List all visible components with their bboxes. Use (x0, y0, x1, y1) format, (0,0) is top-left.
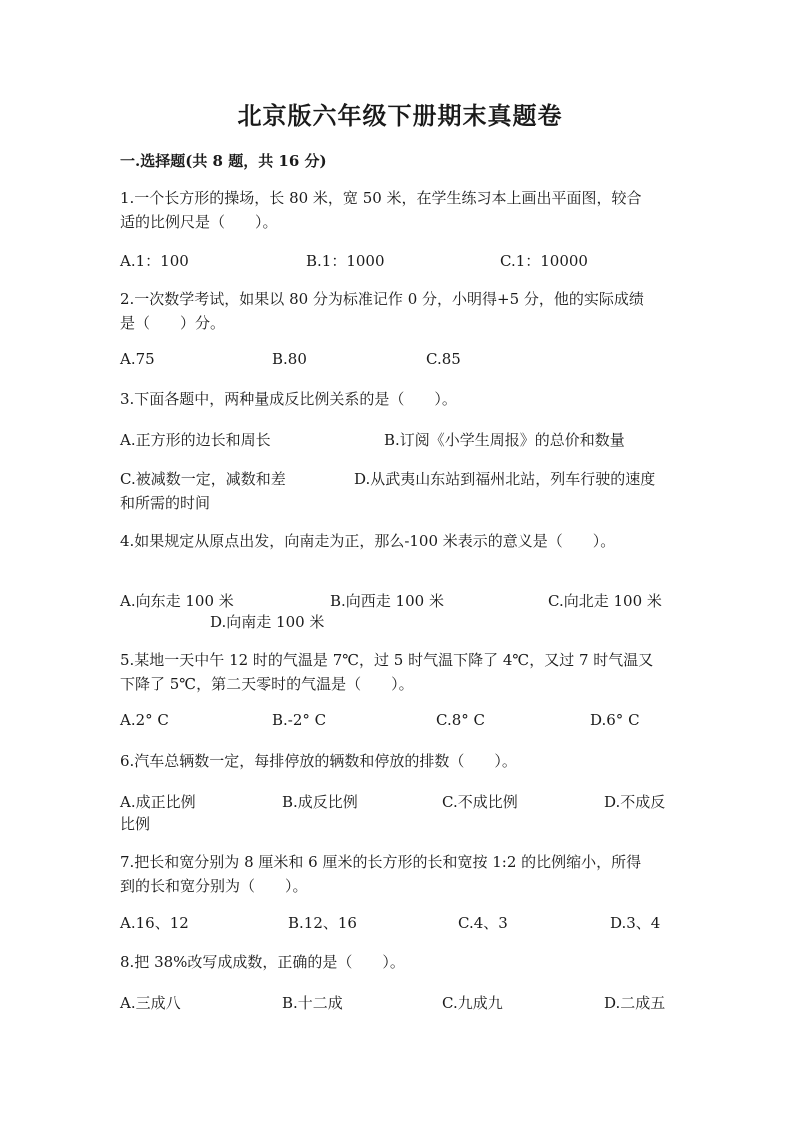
question-3-option-d-continued[interactable]: 和所需的时间 (120, 494, 211, 512)
question-1-option-b[interactable]: B.1：1000 (306, 252, 385, 270)
question-6-option-a[interactable]: A.成正比例 (120, 793, 196, 811)
question-3-option-a[interactable]: A.正方形的边长和周长 (120, 431, 271, 449)
question-6-option-c[interactable]: C.不成比例 (442, 793, 518, 811)
question-5-stem-line-1: 5.某地一天中午 12 时的气温是 7℃，过 5 时气温下降了 4℃，又过 7 时气温又 (120, 651, 654, 669)
question-3-option-d[interactable]: D.从武夷山东站到福州北站，列车行驶的速度 (354, 470, 656, 488)
question-4-option-d[interactable]: D.向南走 100 米 (210, 613, 325, 631)
question-4-option-b[interactable]: B.向西走 100 米 (330, 592, 444, 610)
question-3-option-c[interactable]: C.被减数一定，减数和差 (120, 470, 286, 488)
question-5-stem-line-2: 下降了 5℃，第二天零时的气温是（ ）。 (120, 675, 414, 693)
question-2-option-c[interactable]: C.85 (426, 350, 461, 368)
question-1-stem-line-1: 1.一个长方形的操场，长 80 米，宽 50 米，在学生练习本上画出平面图，较合 (120, 189, 642, 207)
question-2-option-b[interactable]: B.80 (272, 350, 307, 368)
question-4-stem: 4.如果规定从原点出发，向南走为正，那么-100 米表示的意义是（ ）。 (120, 532, 616, 550)
question-7-option-d[interactable]: D.3、4 (610, 914, 661, 932)
question-2-stem-line-1: 2.一次数学考试，如果以 80 分为标准记作 0 分，小明得+5 分，他的实际成绩 (120, 290, 644, 308)
question-8-option-b[interactable]: B.十二成 (282, 994, 343, 1012)
section-heading: 一.选择题(共 8 题，共 16 分) (120, 152, 327, 170)
question-6-stem: 6.汽车总辆数一定，每排停放的辆数和停放的排数（ ）。 (120, 752, 517, 770)
question-2-stem-line-2: 是（ ）分。 (120, 314, 226, 332)
question-6-option-d-continued[interactable]: 比例 (120, 815, 151, 833)
question-7-stem-line-2: 到的长和宽分别为（ ）。 (120, 877, 308, 895)
question-3-stem: 3.下面各题中，两种量成反比例关系的是（ ）。 (120, 390, 457, 408)
question-6-option-d[interactable]: D.不成反 (604, 793, 666, 811)
question-7-option-b[interactable]: B.12、16 (288, 914, 357, 932)
question-5-option-a[interactable]: A.2° C (120, 711, 169, 729)
question-8-option-a[interactable]: A.三成八 (120, 994, 181, 1012)
question-3-option-b[interactable]: B.订阅《小学生周报》的总价和数量 (384, 431, 625, 449)
question-7-stem-line-1: 7.把长和宽分别为 8 厘米和 6 厘米的长方形的长和宽按 1:2 的比例缩小，所得 (120, 853, 642, 871)
question-8-stem: 8.把 38%改写成成数，正确的是（ ）。 (120, 953, 405, 971)
question-1-option-a[interactable]: A.1：100 (120, 252, 189, 270)
question-5-option-b[interactable]: B.-2° C (272, 711, 327, 729)
question-4-option-a[interactable]: A.向东走 100 米 (120, 592, 234, 610)
question-5-option-c[interactable]: C.8° C (436, 711, 485, 729)
question-2-option-a[interactable]: A.75 (120, 350, 155, 368)
question-8-option-c[interactable]: C.九成九 (442, 994, 503, 1012)
question-5-option-d[interactable]: D.6° C (590, 711, 640, 729)
question-8-option-d[interactable]: D.二成五 (604, 994, 666, 1012)
question-1-option-c[interactable]: C.1：10000 (500, 252, 588, 270)
question-4-option-c[interactable]: C.向北走 100 米 (548, 592, 662, 610)
question-6-option-b[interactable]: B.成反比例 (282, 793, 358, 811)
question-7-option-a[interactable]: A.16、12 (120, 914, 189, 932)
page-title: 北京版六年级下册期末真题卷 (237, 101, 563, 130)
question-1-stem-line-2: 适的比例尺是（ ）。 (120, 213, 278, 231)
question-7-option-c[interactable]: C.4、3 (458, 914, 508, 932)
